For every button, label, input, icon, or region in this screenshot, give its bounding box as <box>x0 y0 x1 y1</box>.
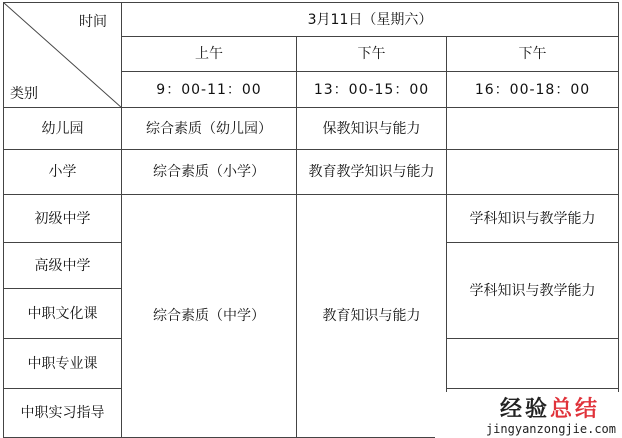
subject-kindergarten-am: 综合素质（幼儿园） <box>122 108 297 150</box>
subject-secondary-am: 综合素质（中学） <box>122 195 297 438</box>
category-header-label: 类别 <box>10 86 38 102</box>
watermark <box>435 392 620 438</box>
subject-primary-pm1: 教育教学知识与能力 <box>297 150 447 195</box>
category-vocational-major: 中职专业课 <box>4 339 122 389</box>
corner-header-cell <box>4 3 122 108</box>
watermark-url: jingyanzongjie.com <box>485 422 616 436</box>
subject-primary-am: 综合素质（小学） <box>122 150 297 195</box>
time-header-label: 时间 <box>79 14 107 30</box>
session-period-3: 下午 <box>447 37 619 72</box>
subject-senior-high-pm2: 学科知识与教学能力 <box>447 243 619 339</box>
session-time-2: 13：00-15：00 <box>297 72 447 108</box>
exam-date: 3月11日（星期六） <box>122 3 619 37</box>
subject-vocational-major-pm2 <box>447 339 619 389</box>
session-time-3: 16：00-18：00 <box>447 72 619 108</box>
subject-primary-pm2 <box>447 150 619 195</box>
subject-secondary-pm1: 教育知识与能力 <box>297 195 447 438</box>
category-vocational-culture: 中职文化课 <box>4 289 122 339</box>
watermark-logo-text: 经验总结 <box>499 397 600 422</box>
session-period-1: 上午 <box>122 37 297 72</box>
subject-kindergarten-pm2 <box>447 108 619 150</box>
category-senior-high: 高级中学 <box>4 243 122 289</box>
session-period-2: 下午 <box>297 37 447 72</box>
subject-kindergarten-pm1: 保教知识与能力 <box>297 108 447 150</box>
exam-schedule-table <box>3 2 619 438</box>
session-time-1: 9：00-11：00 <box>122 72 297 108</box>
category-primary: 小学 <box>4 150 122 195</box>
category-junior-high: 初级中学 <box>4 195 122 243</box>
subject-junior-high-pm2: 学科知识与教学能力 <box>447 195 619 243</box>
category-vocational-practice: 中职实习指导 <box>4 389 122 438</box>
category-kindergarten: 幼儿园 <box>4 108 122 150</box>
